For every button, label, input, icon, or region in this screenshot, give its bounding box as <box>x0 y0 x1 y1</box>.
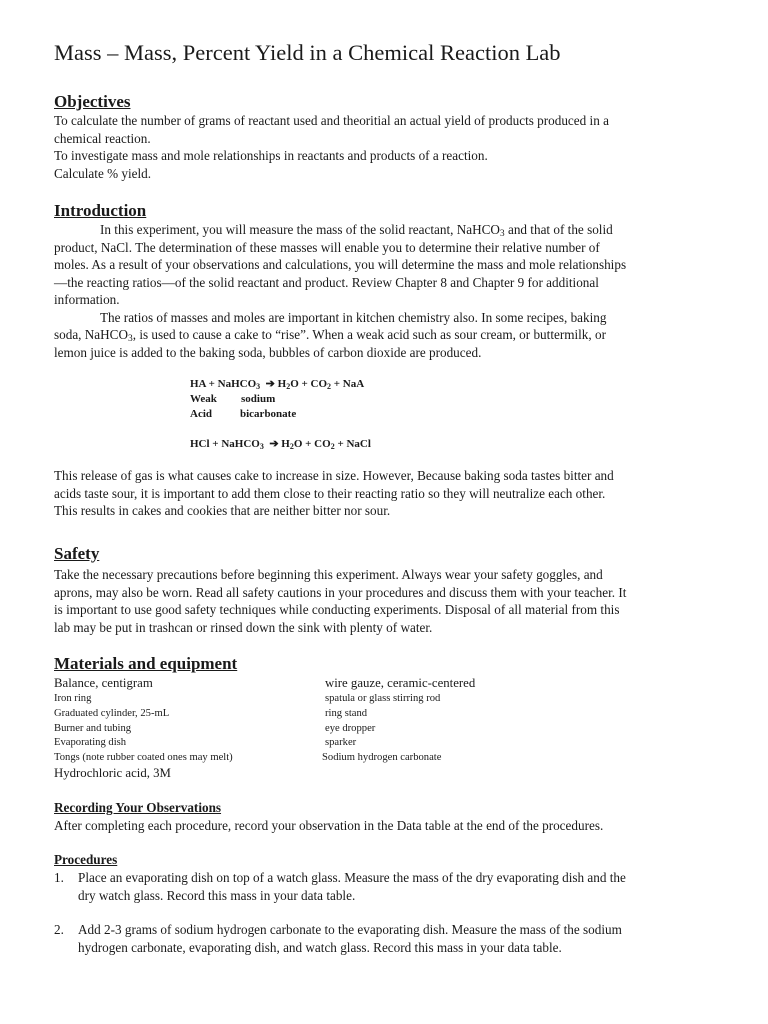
procedure-number: 2. <box>54 922 64 937</box>
safety-line: lab may be put in trashcan or rinsed down the sink with plenty of water. <box>54 619 433 635</box>
equation-label-acid: Acid <box>190 408 212 420</box>
intro-paragraph-line: moles. As a result of your observations and calculations, you will determine the mass and mole relationships <box>54 257 627 272</box>
recording-heading: Recording Your Observations <box>54 800 222 815</box>
materials-item: Sodium hydrogen carbonate <box>322 752 442 763</box>
materials-item: Burner and tubing <box>54 723 132 734</box>
safety-line: Take the necessary precautions before beginning this experiment. Always wear your safety goggles, and <box>54 567 603 582</box>
procedure-item: 2. Add 2-3 grams of sodium hydrogen carbonate to the evaporating dish. Measure the mass of the sodium <box>54 922 622 937</box>
materials-item: Iron ring <box>54 693 92 704</box>
objectives-line: chemical reaction. <box>54 130 151 146</box>
procedures-heading: Procedures <box>54 852 118 867</box>
arrow-icon: ➔ <box>269 438 279 450</box>
intro-paragraph-line: This release of gas is what causes cake to increase in size. However, Because baking soda tastes bitter and <box>54 468 614 483</box>
recording-text: After completing each procedure, record your observation in the Data table at the end of the procedures. <box>54 818 604 833</box>
materials-item: spatula or glass stirring rod <box>325 693 441 704</box>
safety-line: aprons, may also be worn. Read all safety cautions in your procedures and discuss them with your teacher. It <box>54 584 627 600</box>
equation-label-sodium: sodium <box>241 393 276 405</box>
materials-item: Evaporating dish <box>54 737 127 748</box>
equation-weak-acid: HA + NaHCO$_3$ ➔ $H_2O + CO_2$ + NaA <box>190 378 365 391</box>
materials-item: Graduated cylinder, 25-mL <box>54 708 170 719</box>
intro-paragraph-line: information. <box>54 292 120 307</box>
safety-line: is important to use good safety techniques while conducting experiments. Disposal of all material from this <box>54 602 620 617</box>
intro-paragraph-line: lemon juice is added to the baking soda, bubbles of carbon dioxide are produced. <box>54 344 482 360</box>
safety-heading: Safety <box>54 544 100 563</box>
procedure-item-continuation: dry watch glass. Record this mass in your data table. <box>78 887 356 903</box>
intro-paragraph-line: soda, NaHCO3, is used to cause a cake to “rise”. When a weak acid such as sour cream, or buttermilk, or <box>54 327 606 344</box>
equation-label-bicarbonate: bicarbonate <box>240 408 297 420</box>
materials-item: wire gauze, ceramic-centered <box>325 676 476 690</box>
equation-label-weak: Weak <box>190 393 217 405</box>
materials-item: Tongs (note rubber coated ones may melt) <box>54 752 233 763</box>
intro-paragraph-line: product, NaCl. The determination of these masses will enable you to determine their relative number of <box>54 239 600 255</box>
equation-hcl: HCl + NaHCO$_3$ ➔ $H_2O + CO_2$ + NaCl <box>190 438 371 451</box>
materials-item: sparker <box>325 737 357 748</box>
page-title: Mass – Mass, Percent Yield in a Chemical Reaction Lab <box>54 40 561 65</box>
procedure-number: 1. <box>54 870 64 885</box>
intro-paragraph-line: —the reacting ratios—of the solid reactant and product. Review Chapter 8 and Chapter 9 for additional <box>54 274 599 290</box>
materials-item: eye dropper <box>325 723 376 734</box>
intro-paragraph-line: This results in cakes and cookies that are neither bitter nor sour. <box>54 503 391 518</box>
materials-item: Hydrochloric acid, 3M <box>54 766 171 780</box>
arrow-icon: ➔ <box>265 378 275 390</box>
objectives-line: To investigate mass and mole relationships in reactants and products of a reaction. <box>54 148 488 163</box>
intro-paragraph-line: In this experiment, you will measure the mass of the solid reactant, NaHCO3 and that of the solid <box>100 222 613 239</box>
objectives-heading: Objectives <box>54 92 131 111</box>
introduction-heading: Introduction <box>54 201 147 220</box>
intro-paragraph-line: The ratios of masses and moles are important in kitchen chemistry also. In some recipes, baking <box>100 309 607 325</box>
materials-item: Balance, centigram <box>54 676 153 690</box>
objectives-line: To calculate the number of grams of reactant used and theoritial an actual yield of products produced in a <box>54 113 609 128</box>
materials-heading: Materials and equipment <box>54 654 238 673</box>
procedure-item: 1. Place an evaporating dish on top of a watch glass. Measure the mass of the dry evaporating dish and the <box>54 870 626 885</box>
objectives-line: Calculate % yield. <box>54 165 152 181</box>
intro-paragraph-line: acids taste sour, it is important to add them close to their reacting ratio so they will neutralize each other. <box>54 485 606 501</box>
procedure-item-continuation: hydrogen carbonate, evaporating dish, and watch glass. Record this mass in your data table. <box>78 939 562 955</box>
materials-item: ring stand <box>325 708 368 719</box>
